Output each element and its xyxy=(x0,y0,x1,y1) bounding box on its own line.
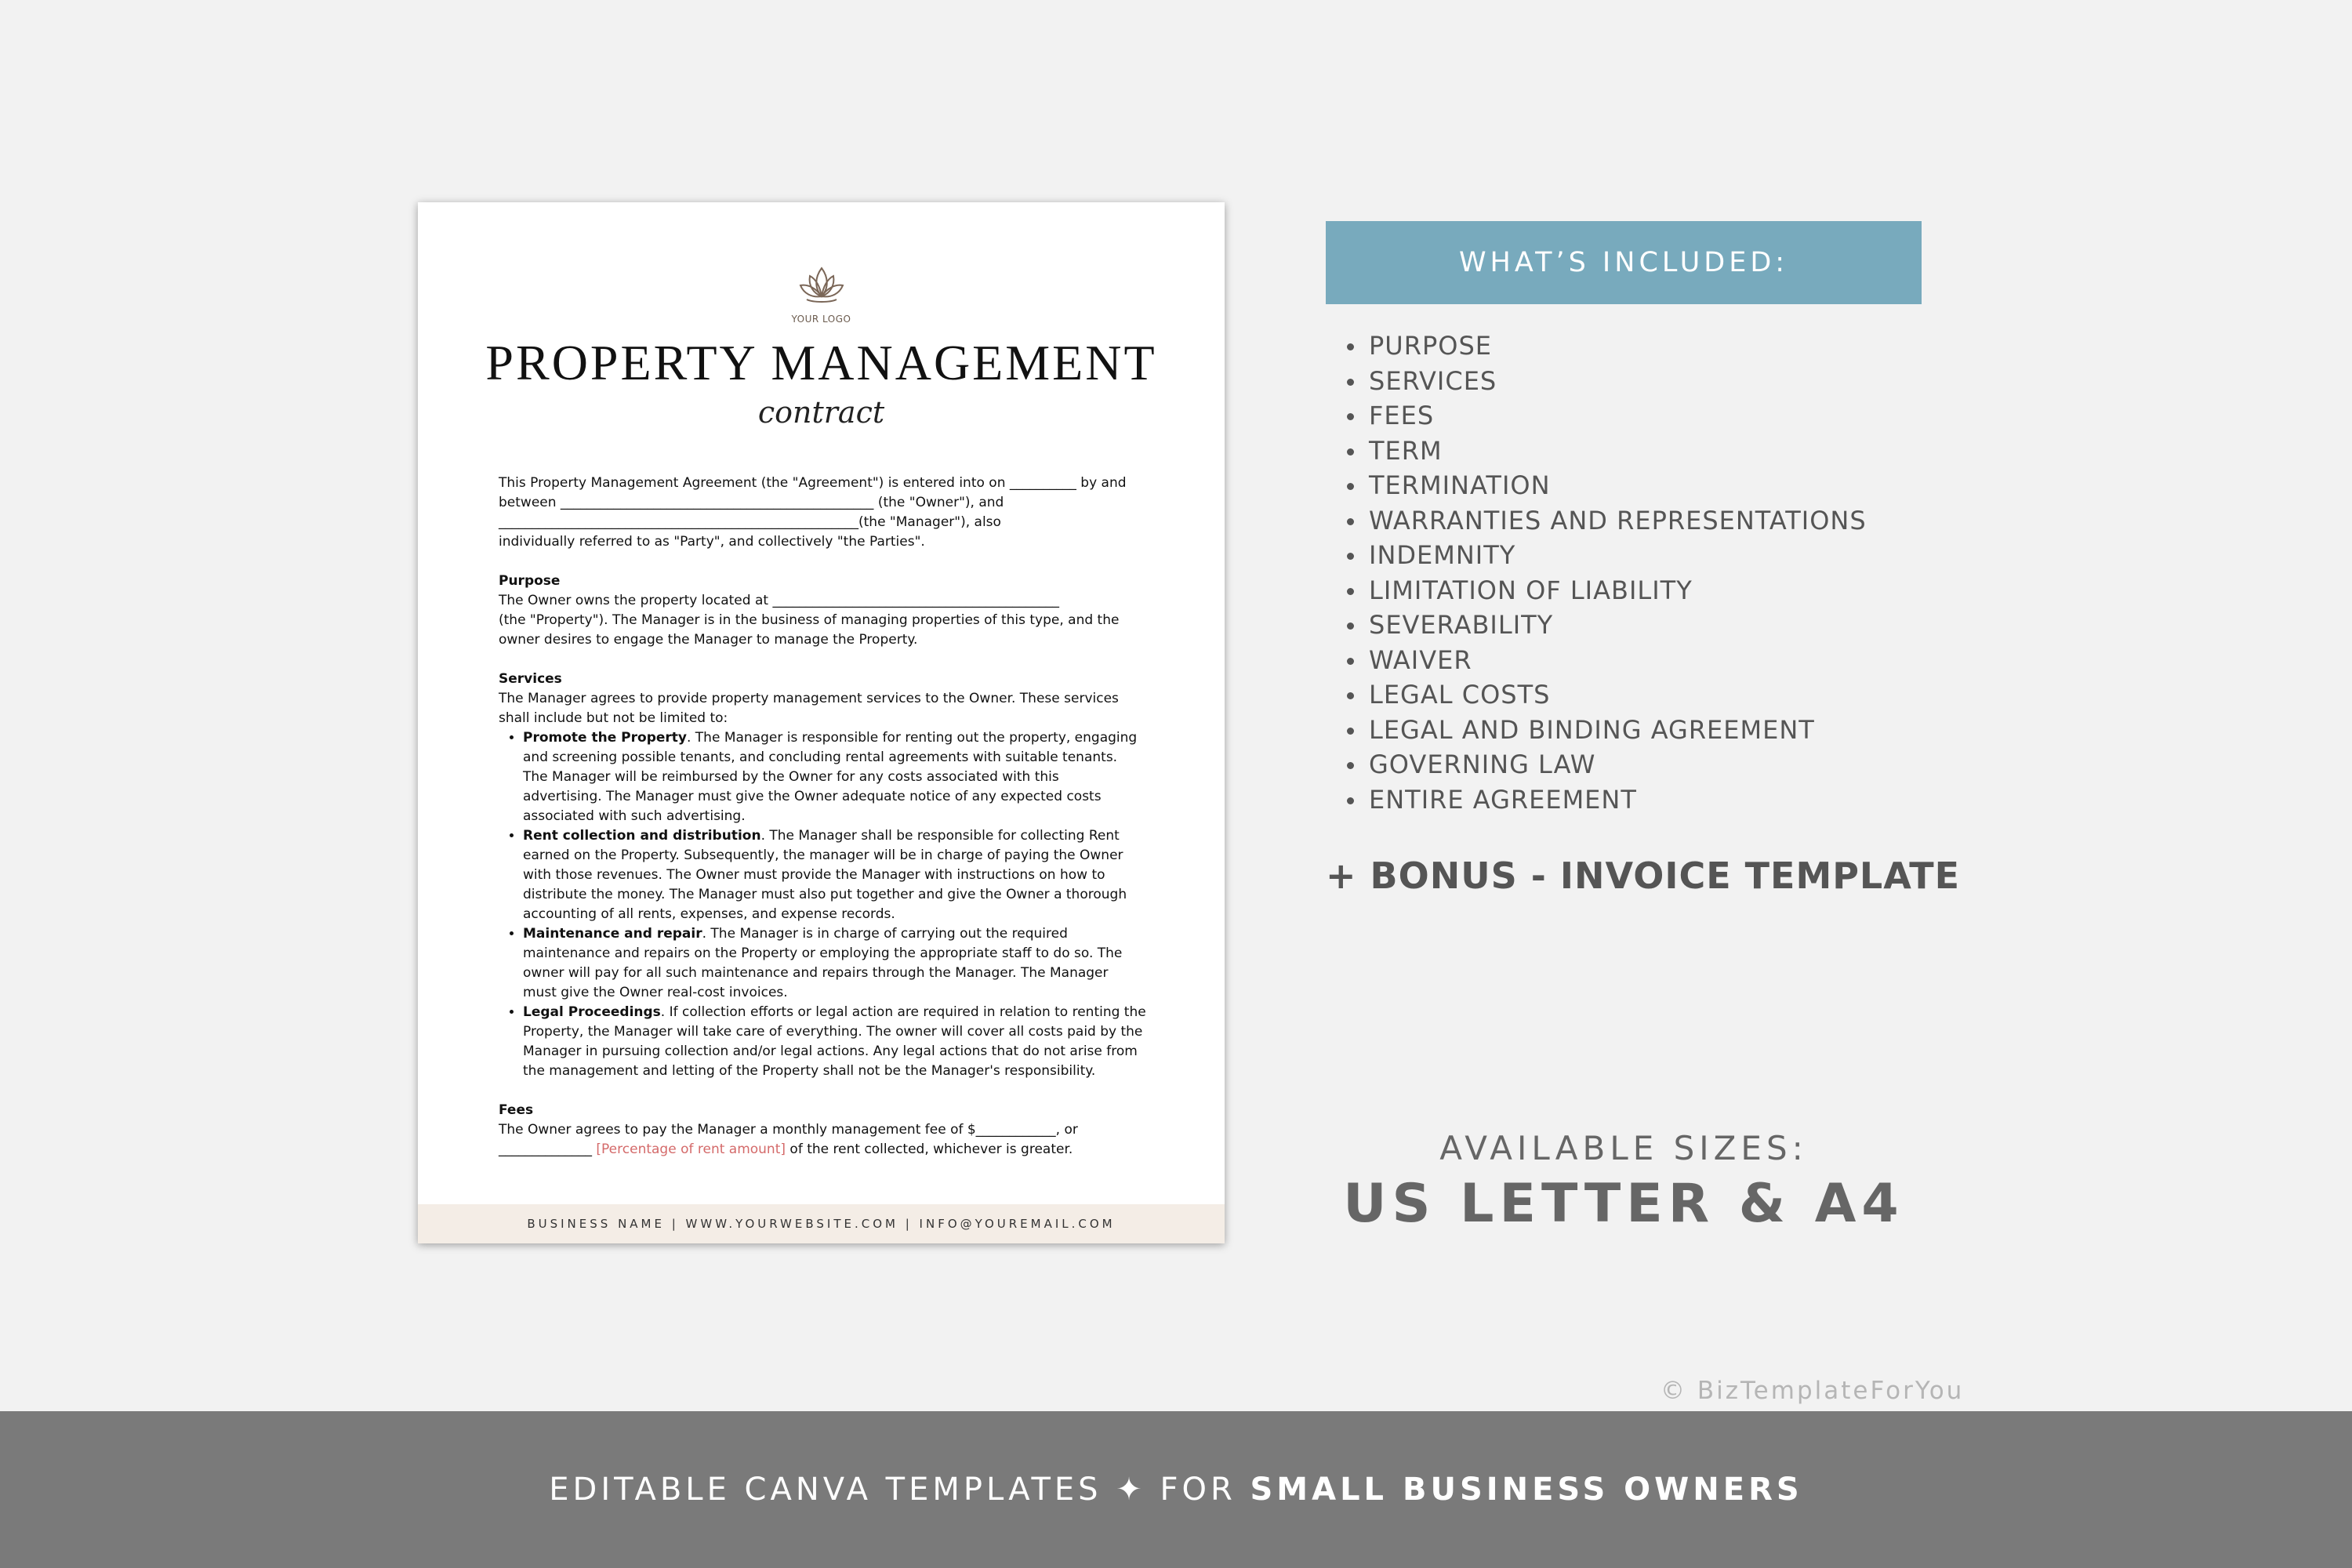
service-item-title: Rent collection and distribution xyxy=(523,828,761,844)
service-item-line: the management and letting of the Property shall not be the Manager's responsibility. xyxy=(523,1063,1096,1079)
service-item-title: Legal Proceedings xyxy=(523,1004,661,1020)
included-item: INDEMNITY xyxy=(1347,538,1867,573)
available-sizes-value: US LETTER & A4 xyxy=(1343,1173,1904,1235)
document-footer: BUSINESS NAME | WWW.YOURWEBSITE.COM | INFO@YOUREMAIL.COM xyxy=(418,1204,1225,1243)
intro-line: ______________________________________________________(the "Manager"), also xyxy=(499,514,1001,530)
fees-line: The Owner agrees to pay the Manager a monthly management fee of $____________, or xyxy=(499,1122,1078,1138)
document-title: PROPERTY MANAGEMENT xyxy=(485,335,1157,390)
included-item: TERMINATION xyxy=(1347,468,1867,503)
service-item-line: The Manager will be reimbursed by the Owner for any costs associated with this xyxy=(523,769,1059,785)
service-item-line: associated with such advertising. xyxy=(523,808,746,824)
purpose-heading: Purpose xyxy=(499,573,561,589)
service-item-line: . The Manager shall be responsible for collecting Rent xyxy=(760,828,1120,844)
fees-line xyxy=(499,1140,1149,1160)
service-item-line: Property, the Manager will take care of everything. The owner will cover all costs paid by the xyxy=(523,1024,1143,1040)
included-item: GOVERNING LAW xyxy=(1347,747,1867,782)
service-item xyxy=(523,826,1149,924)
service-item-title: Maintenance and repair xyxy=(523,926,702,942)
service-item-line: advertising. The Manager must give the Owner adequate notice of any expected costs xyxy=(523,789,1102,804)
document-body xyxy=(499,474,1149,1160)
whats-included-header: WHAT’S INCLUDED: xyxy=(1326,221,1922,304)
service-item-line: owner will pay for all such maintenance and repairs through the Manager. The Manager xyxy=(523,965,1109,981)
service-item-line: accounting of all rents, expenses, and expense records. xyxy=(523,906,895,922)
service-item-line: earned on the Property. Subsequently, the manager will be in charge of paying the Owner xyxy=(523,848,1123,863)
included-item: LEGAL AND BINDING AGREEMENT xyxy=(1347,713,1867,748)
fees-suffix: of the rent collected, whichever is greater. xyxy=(786,1142,1073,1157)
service-item-line: must give the Owner real-cost invoices. xyxy=(523,985,788,1000)
document-preview xyxy=(418,202,1225,1243)
bonus-text: + BONUS - INVOICE TEMPLATE xyxy=(1326,855,1961,897)
available-sizes-label: AVAILABLE SIZES: xyxy=(1439,1129,1808,1167)
included-item: TERM xyxy=(1347,434,1867,469)
banner-bold-text: SMALL BUSINESS OWNERS xyxy=(1250,1472,1803,1508)
document-subtitle: contract xyxy=(757,395,885,430)
included-item: SEVERABILITY xyxy=(1347,608,1867,643)
included-item: LEGAL COSTS xyxy=(1347,677,1867,713)
included-item: LIMITATION OF LIABILITY xyxy=(1347,573,1867,608)
services-line: shall include but not be limited to: xyxy=(499,710,728,726)
intro-line: individually referred to as "Party", and collectively "the Parties". xyxy=(499,534,925,550)
services-list xyxy=(499,728,1149,1081)
intro-line: between _______________________________________________ (the "Owner"), and xyxy=(499,495,1004,510)
service-item xyxy=(523,924,1149,1003)
service-item-line: and screening possible tenants, and concluding rental agreements with suitable tenants. xyxy=(523,750,1118,765)
service-item-line: . The Manager is in charge of carrying out the required xyxy=(702,926,1068,942)
logo-text: YOUR LOGO xyxy=(791,314,851,325)
fees-heading: Fees xyxy=(499,1102,534,1118)
fees-blank: ______________ xyxy=(499,1142,597,1157)
copyright-text: © BizTemplateForYou xyxy=(1661,1377,1965,1405)
service-item xyxy=(523,1003,1149,1081)
service-item-title: Promote the Property xyxy=(523,730,687,746)
service-item-line: maintenance and repairs on the Property or employing the appropriate staff to do so. The xyxy=(523,946,1123,961)
included-item: ENTIRE AGREEMENT xyxy=(1347,782,1867,818)
service-item-line: . The Manager is responsible for renting out the property, engaging xyxy=(686,730,1138,746)
included-item: SERVICES xyxy=(1347,364,1867,399)
purpose-line: (the "Property"). The Manager is in the business of managing properties of this type, and the xyxy=(499,612,1120,628)
lotus-logo-icon xyxy=(793,262,851,312)
purpose-line: The Owner owns the property located at ___________________________________________ xyxy=(499,593,1059,608)
intro-line: This Property Management Agreement (the "Agreement") is entered into on __________ by and xyxy=(499,475,1127,491)
services-heading: Services xyxy=(499,671,562,687)
included-list xyxy=(1347,328,1867,817)
banner-text: EDITABLE CANVA TEMPLATES ✦ FOR xyxy=(549,1472,1250,1508)
service-item-line: . If collection efforts or legal action are required in relation to renting the xyxy=(660,1004,1146,1020)
fees-placeholder: [Percentage of rent amount] xyxy=(596,1142,786,1157)
service-item-line: distribute the money. The Manager must also put together and give the Owner a thorough xyxy=(523,887,1127,902)
service-item-line: with those revenues. The Owner must provide the Manager with instructions on how to xyxy=(523,867,1105,883)
services-line: The Manager agrees to provide property management services to the Owner. These services xyxy=(499,691,1119,706)
included-item: FEES xyxy=(1347,398,1867,434)
service-item-line: Manager in pursuing collection and/or legal actions. Any legal actions that do not arise from xyxy=(523,1044,1138,1059)
logo xyxy=(418,262,1225,325)
included-item: WARRANTIES AND REPRESENTATIONS xyxy=(1347,503,1867,539)
service-item xyxy=(523,728,1149,826)
included-item: WAIVER xyxy=(1347,643,1867,678)
included-item: PURPOSE xyxy=(1347,328,1867,364)
purpose-line: owner desires to engage the Manager to manage the Property. xyxy=(499,632,918,648)
bottom-banner xyxy=(0,1411,2352,1568)
